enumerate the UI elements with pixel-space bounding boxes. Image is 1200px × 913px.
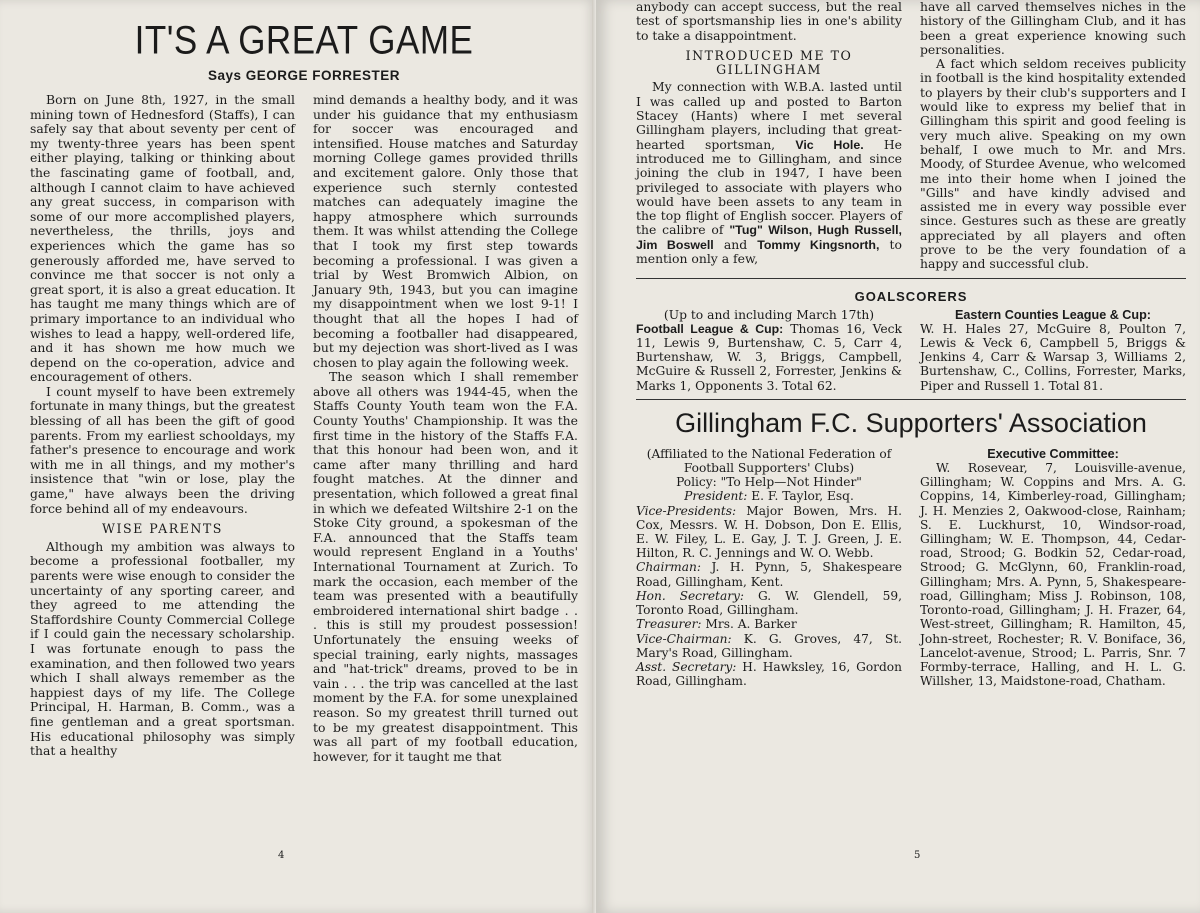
officer-name: Mrs. A. Barker [705, 617, 797, 632]
paragraph: have all carved themselves niches in the history of the Gillingham Club, and it has been a great experience knowing such personalities. [920, 0, 1186, 57]
article-byline: Says GEORGE FORRESTER [207, 68, 401, 83]
player-name: Vic Hole. [795, 137, 864, 152]
article-column-4 [920, 0, 1186, 272]
text-run: He introduced me to Gillingham, and since joining the club in 1947, I have been privileged to associate with players who would have been assets to any team in the top flight of English soccer. Players of the calibre of [636, 136, 902, 238]
executive-committee [920, 447, 1186, 688]
divider [636, 399, 1186, 400]
paragraph: Although my ambition was always to become a professional footballer, my parents were wise enough to consider the uncertainty of any sporting career, and they agreed to me attending the Staffordshire County Commercial College if I could gain the necessary scholarship. I was fortunate enough to pass the examination, and then followed two years which I shall always remember as the happiest days of my life. The College Principal, H. Harman, B. Comm., was a fine gentleman and a great sportsman. His educational philosophy was simply that a healthy [30, 538, 295, 759]
role-label: Vice-Presidents: [636, 503, 737, 518]
text-run: My connection with W.B.A. lasted until I was called up and posted to Barton Stacey (Hants) where I met several Gillingham players, including that great-hearted sportsman, [636, 79, 902, 152]
role-label: President: [684, 489, 748, 504]
officer-name: J. H. Pynn, 5, Shakespeare Road, Gillingham, Kent. [636, 560, 902, 589]
player-name: Tommy Kingsnorth, [757, 237, 880, 252]
section-heading: WISE PARENTS [102, 521, 223, 537]
divider [636, 278, 1186, 279]
role-label: Asst. Secretary: [636, 659, 737, 674]
article-title: IT'S A GREAT GAME [134, 18, 474, 63]
officer-name: H. Hawksley, 16, Gordon Road, Gillingham. [636, 659, 902, 689]
article-continuation [636, 0, 1186, 272]
officer-name: K. G. Groves, 47, St. Mary's Road, Gillingham. [636, 631, 902, 660]
page-number: 5 [914, 850, 921, 861]
article-column-3 [636, 0, 902, 272]
goalscorers-heading: GOALSCORERS [854, 288, 968, 304]
role-label: Vice-Chairman: [636, 631, 732, 646]
scorers-text: W. H. Hales 27, McGuire 8, Poulton 7, Lewis & Veck 6, Campbell 5, Briggs & Jenkins 4, Carr & Warsap 3, Williams 2, Burtenshaw, C., Collins, Forrester, Marks, Piper and Russell 1. Total 81. [920, 321, 1186, 393]
page-number: 4 [278, 850, 285, 861]
article-column-2 [313, 93, 578, 764]
role-label: Hon. Secretary: [636, 588, 745, 603]
scorers-list [636, 322, 902, 393]
date-note: (Up to and including March 17th) [663, 307, 875, 322]
paragraph: A fact which seldom receives publicity in football is the kind hospitality extended to players by their club's supporters and I would like to express my belief that in Gillingham this spirit and good feeling is very much alive. Speaking on my own behalf, I owe much to Mr. and Mrs. Moody, of Sturdee Avenue, who welcomed me into their home when I joined the "Gills" and have kindly advised and assisted me in every way possible ever since. Gestures such as these are greatly appreciated by all players and often prove to be the very foundation of a happy and successful club. [920, 56, 1186, 272]
officer-name: Major Bowen, Mrs. H. Cox, Messrs. W. H. Dobson, Don E. Ellis, E. W. Filey, L. E. Gay, J. T. J. Green, J. E. Hilton, R. C. Jennings and W. O. Webb. [636, 503, 902, 561]
association-officers [636, 447, 902, 688]
page-5 [596, 0, 1200, 913]
competition-heading: Football League & Cup: [636, 321, 784, 336]
officer-secretary [636, 589, 902, 617]
officer-name: E. F. Taylor, Esq. [751, 489, 854, 504]
section-heading: INTRODUCED ME TO GILLINGHAM [685, 47, 853, 78]
executive-members: W. Rosevear, 7, Louisville-avenue, Gillingham; W. Coppins and Mrs. A. G. Coppins, 14, Kimberley-road, Gillingham; J. H. Menzies 2, Oakwood-close, Rainham; S. E. Luckhurst, 10, Windsor-road, Gillingham; W. E. Thompson, 44, Cedar-road, Strood; G. Bodkin 52, Cedar-road, Strood; G. McGlynn, 60, Franklin-road, Gillingham; Mrs. A. Pynn, 5, Shakespeare-road, Gillingham; Miss J. Robinson, 108, Toronto-road, Gillingham; J. H. Frazer, 64, West-street, Gillingham; R. Hamilton, 45, John-street, Rochester; R. V. Boniface, 36, Lancelot-avenue, Strood; L. Parris, Snr. 7 Formby-terrace, Halling, and H. L. G. Willsher, 13, Maidstone-road, Chatham. [920, 461, 1186, 689]
paragraph: The season which I shall remember above all others was 1944-45, when the Staffs County Youth team won the F.A. County Youths' Championship. It was the first time in the history of the Staffs F.A. that this honour had been won, and it came after many thrilling and hard fought matches. At the dinner and presentation, which followed a great final in which we defeated Wiltshire 2-1 on the Stoke City ground, a spokesman of the F.A. announced that the Staffs team would represent England in a Youths' International Tournament at Zurich. To mark the occasion, each member of the team was presented with a beautifully embroidered international shirt badge . . . this is still my proudest possession! Unfortunately the ensuing weeks of special training, early nights, massages and "hat-trick" dreams, proved to be in vain . . . the trip was cancelled at the last moment by the F.A. for some unexplained reason. So my greatest thrill turned out to be my greatest disappointment. This was all part of my football education, however, for it taught me that [313, 369, 578, 764]
article-columns [30, 93, 578, 764]
officer-assistant-secretary [636, 660, 902, 688]
article-column-1 [30, 93, 295, 764]
officer-chairman [636, 560, 902, 588]
role-label: Chairman: [636, 560, 701, 575]
eastern-counties-scorers [920, 308, 1186, 393]
affiliation-note: (Affiliated to the National Federation of Football Supporters' Clubs) [646, 446, 892, 476]
officer-vice-chairman [636, 632, 902, 660]
paragraph: Born on June 8th, 1927, in the small mining town of Hednesford (Staffs), I can safely say that about seventy per cent of my twenty-three years has been spent either playing, talking or thinking about the fascinating game of football, and, although I cannot claim to have achieved any great success, in comparison with some of our more accomplished players, nevertheless, the thrills, joys and experiences which the game has so generously afforded me, have served to convince me that soccer is not only a great sport, it is also a great education. It has taught me many things which are of primary importance to an individual who wishes to lead a happy, well-ordered life, and it has shown me how much we depend on the co-operation, advice and encouragement of others. [30, 92, 295, 385]
association-title: Gillingham F.C. Supporters' Association [675, 407, 1147, 438]
scorers-text: Thomas 16, Veck 11, Lewis 9, Burtenshaw, C. 5, Carr 4, Burtenshaw, W. 3, Briggs, Campbell, McGuire & Russell 2, Forrester, Jenkins & Marks 1, Opponents 3. Total 62. [636, 321, 902, 393]
goalscorers-section [636, 308, 1186, 393]
paragraph: anybody can accept success, but the real test of sportsmanship lies in one's ability to take a disappointment. [636, 0, 902, 43]
officer-president [636, 489, 902, 503]
paragraph [636, 80, 902, 266]
policy-line: Policy: "To Help—Not Hinder" [676, 475, 862, 490]
officer-name: G. W. Glendell, 59, Toronto Road, Gillingham. [636, 588, 902, 618]
text-run: to mention only a few, [636, 236, 902, 267]
football-league-scorers [636, 308, 902, 393]
paragraph: I count myself to have been extremely fortunate in many things, but the greatest blessing of all has been the gift of good parents. From my earliest schooldays, my father's presence to encourage and work with me in all things, and my mother's insistence that "win or lose, play the game," have always been the driving force behind all of my endeavours. [30, 383, 295, 516]
text-run: and [723, 236, 748, 252]
role-label: Treasurer: [636, 617, 702, 632]
officer-vice-presidents [636, 504, 902, 561]
page-4 [0, 0, 596, 913]
officer-treasurer [636, 617, 902, 631]
paragraph: mind demands a healthy body, and it was under his guidance that my enthusiasm for soccer was encouraged and intensified. House matches and Saturday morning College games provided thrills and excitement galore. Only those that experience such sternly contested matches can adequately imagine the happy atmosphere which surrounds them. It was whilst attending the College that I took my first step towards becoming a professional. I was given a trial by West Bromwich Albion, on January 9th, 1943, but you can imagine my disappointment when we lost 9-1! I thought that all the hopes I had of becoming a footballer had disappeared, but my dejection was short-lived as I was chosen to play again the following week. [313, 92, 578, 370]
executive-heading: Executive Committee: [987, 446, 1119, 461]
association-section [636, 447, 1186, 688]
competition-heading: Eastern Counties League & Cup: [955, 307, 1151, 322]
player-names: "Tug" Wilson, Hugh Russell, Jim Boswell [636, 223, 902, 252]
